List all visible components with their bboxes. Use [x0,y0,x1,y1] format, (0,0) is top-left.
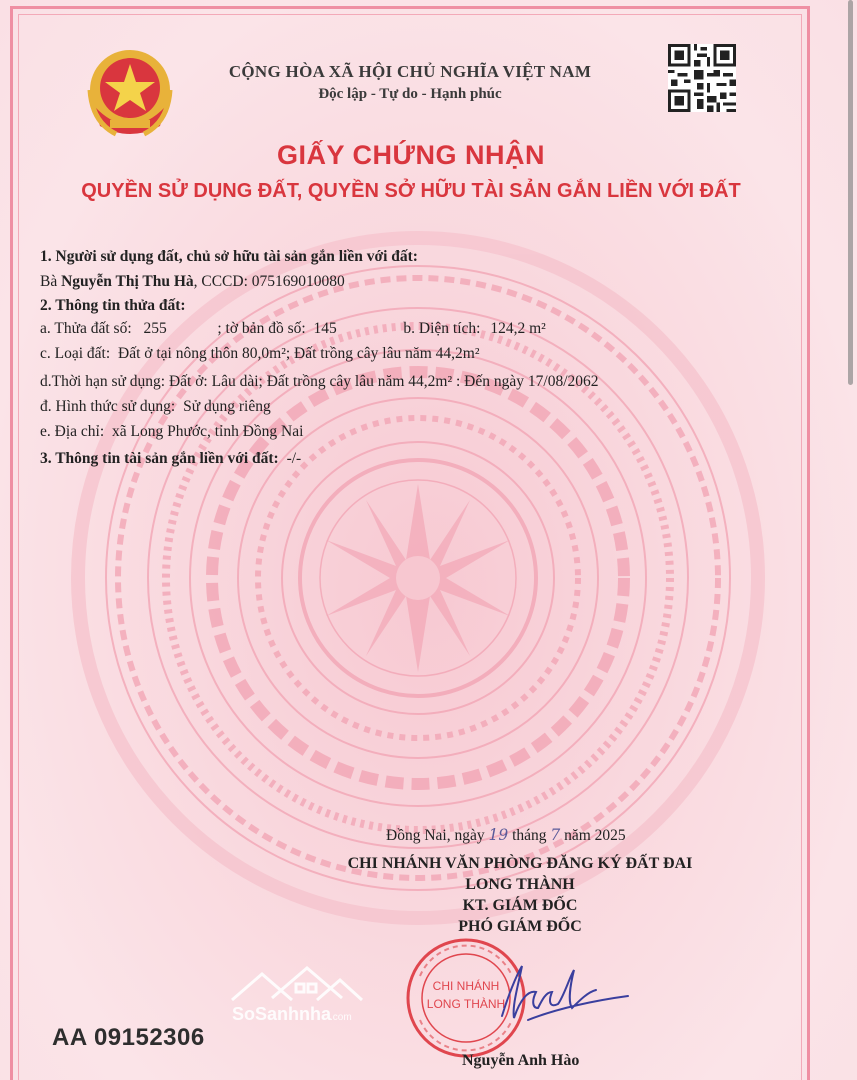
national-emblem-icon [80,46,180,144]
date-place: Đồng Nai, ngày [386,827,489,844]
office-name-2: LONG THÀNH [465,876,575,893]
term-value: Đất ở: Lâu dài; Đất trồng cây lâu năm 44,2m² : Đến ngày 17/08/2062 [168,373,599,390]
land-type-value: Đất ở tại nông thôn 80,0m²; Đất trồng cây lâu năm 44,2m² [118,345,480,362]
nation-name: CỘNG HÒA XÃ HỘI CHỦ NGHĨA VIỆT NAM [228,62,592,81]
date-day: 19 [488,826,509,844]
term-label: d.Thời hạn sử dụng: [40,373,166,390]
owner-id: , CCCD: 075169010080 [193,273,345,290]
certificate-subtitle: QUYỀN SỬ DỤNG ĐẤT, QUYỀN SỞ HỮU TÀI SẢN GẮN LIỀN VỚI ĐẤT [81,180,741,202]
role-2: PHÓ GIÁM ĐỐC [458,918,582,935]
section3-line [40,450,301,468]
map-label: ; tờ bản đồ số: [217,320,306,337]
owner-line [40,273,345,291]
land-type-label: c. Loại đất: [40,345,111,362]
parcel-line [40,320,546,338]
signer-name: Nguyễn Anh Hào [462,1052,580,1069]
owner-name: Nguyễn Thị Thu Hà [61,273,194,290]
serial-number: AA 09152306 [52,1024,205,1051]
date-year: năm 2025 [560,827,626,844]
parcel-value: 255 [143,320,167,337]
parcel-label: a. Thửa đất số: [40,320,132,337]
area-label: b. Diện tích: [403,320,481,337]
area-value: 124,2 m² [490,320,546,337]
owner-prefix: Bà [40,273,62,290]
section3-heading: 3. Thông tin tài sản gắn liền với đất: [40,450,279,467]
form-value: Sử dụng riêng [183,398,271,415]
role-1: KT. GIÁM ĐỐC [462,897,578,914]
form-label: đ. Hình thức sử dụng: [40,398,176,415]
stamp-line2: LONG THÀNH [426,997,506,1011]
map-value: 145 [313,320,337,337]
stamp-line1: CHI NHÁNH [432,979,500,993]
date-month-label: tháng [508,827,551,844]
issue-date [386,826,626,845]
land-type-line [40,345,479,363]
office-name-1: CHI NHÁNH VĂN PHÒNG ĐĂNG KÝ ĐẤT ĐAI [347,855,693,872]
scrollbar[interactable] [848,0,853,385]
section1-heading: 1. Người sử dụng đất, chủ sở hữu tài sản gắn liền với đất: [40,248,418,265]
watermark-logo [222,960,372,1030]
form-line [40,398,271,416]
handwritten-signature [488,956,638,1036]
certificate-title: GIẤY CHỨNG NHẬN [277,140,545,170]
section3-value: -/- [286,450,302,467]
qr-code-icon [668,44,736,112]
address-value: xã Long Phước, tỉnh Đồng Nai [112,423,304,440]
watermark-suffix: .com [330,1012,352,1023]
date-month: 7 [550,826,561,844]
term-line [40,373,599,391]
watermark-brand: SoSanhnha [232,1004,332,1024]
address-line [40,423,303,441]
national-motto: Độc lập - Tự do - Hạnh phúc [318,86,502,102]
address-label: e. Địa chỉ: [40,423,105,440]
section2-heading: 2. Thông tin thửa đất: [40,297,186,314]
